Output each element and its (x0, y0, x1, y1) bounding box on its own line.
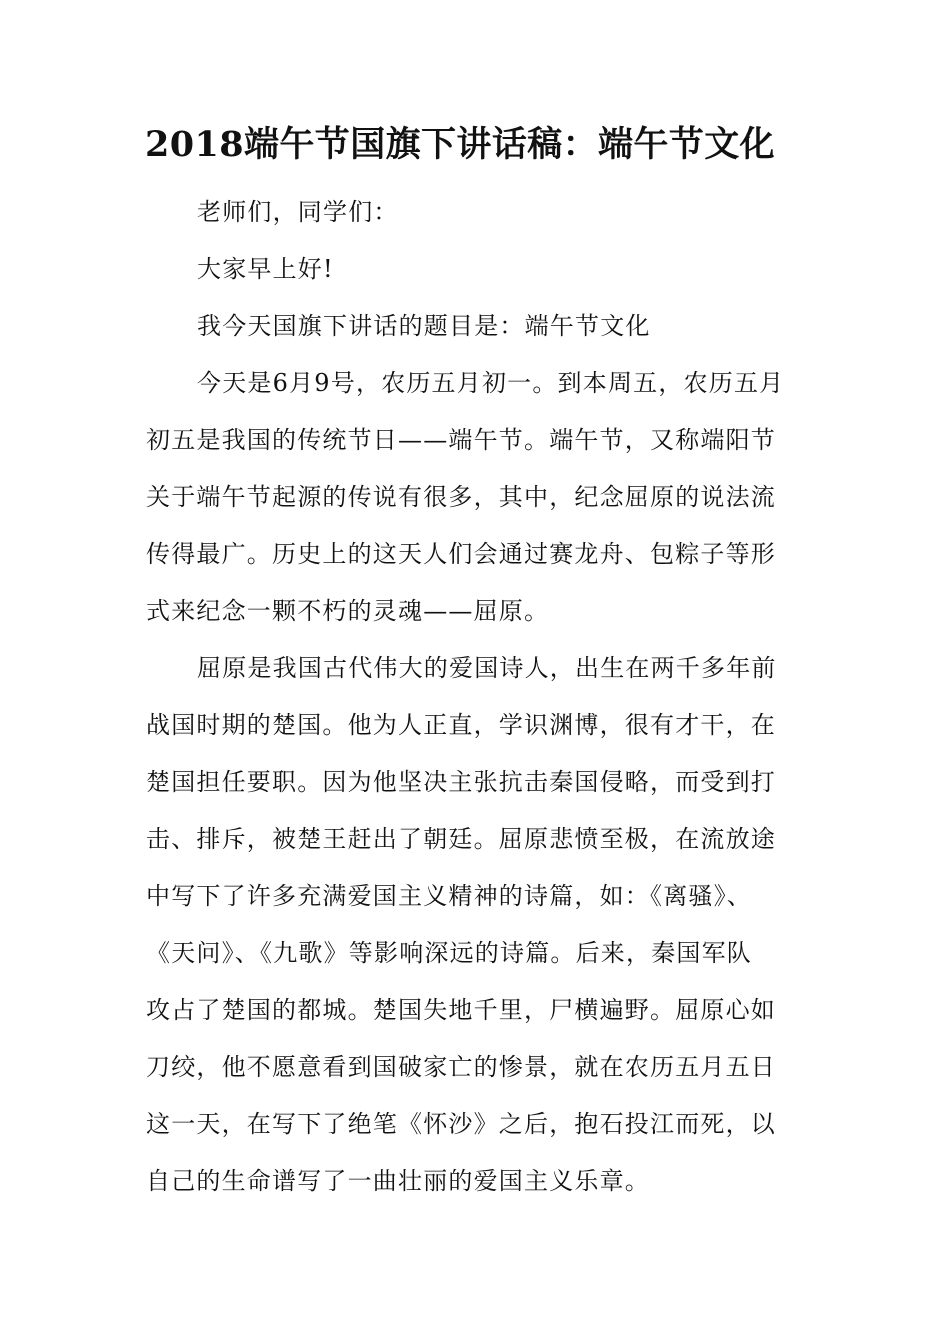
document-title: 2018端午节国旗下讲话稿：端午节文化 (145, 124, 776, 165)
paragraph-2-line-7: 攻占了楚国的都城。楚国失地千里，尸横遍野。屈原心如 (146, 996, 776, 1024)
greeting-line: 大家早上好! (197, 255, 334, 283)
paragraph-1-line-3: 关于端午节起源的传说有很多，其中，纪念屈原的说法流 (146, 483, 776, 511)
paragraph-2-line-6: 《天问》、《九歌》等影响深远的诗篇。后来，秦国军队 (146, 939, 752, 967)
paragraph-2-line-4: 击、排斥，被楚王赶出了朝廷。屈原悲愤至极，在流放途 (146, 825, 776, 853)
paragraph-2-line-5: 中写下了许多充满爱国主义精神的诗篇，如：《离骚》、 (146, 882, 752, 910)
paragraph-2-line-2: 战国时期的楚国。他为人正直，学识渊博，很有才干，在 (146, 711, 776, 739)
salutation-line: 老师们，同学们： (197, 198, 399, 226)
paragraph-1-line-1: 今天是6月9号，农历五月初一。到本周五，农历五月 (197, 369, 785, 397)
paragraph-2-line-8: 刀绞，他不愿意看到国破家亡的惨景，就在农历五月五日 (146, 1053, 776, 1081)
paragraph-1-line-5: 式来纪念一颗不朽的灵魂——屈原。 (146, 597, 550, 625)
paragraph-1-line-4: 传得最广。历史上的这天人们会通过赛龙舟、包粽子等形 (146, 540, 776, 568)
paragraph-2-line-10: 自己的生命谱写了一曲壮丽的爱国主义乐章。 (146, 1167, 650, 1195)
paragraph-2-line-9: 这一天，在写下了绝笔《怀沙》之后，抱石投江而死，以 (146, 1110, 776, 1138)
topic-line: 我今天国旗下讲话的题目是：端午节文化 (197, 312, 651, 340)
paragraph-2-line-1: 屈原是我国古代伟大的爱国诗人，出生在两千多年前 (197, 654, 777, 682)
paragraph-2-line-3: 楚国担任要职。因为他坚决主张抗击秦国侵略，而受到打 (146, 768, 776, 796)
paragraph-1-line-2: 初五是我国的传统节日——端午节。端午节，又称端阳节 (146, 426, 776, 454)
